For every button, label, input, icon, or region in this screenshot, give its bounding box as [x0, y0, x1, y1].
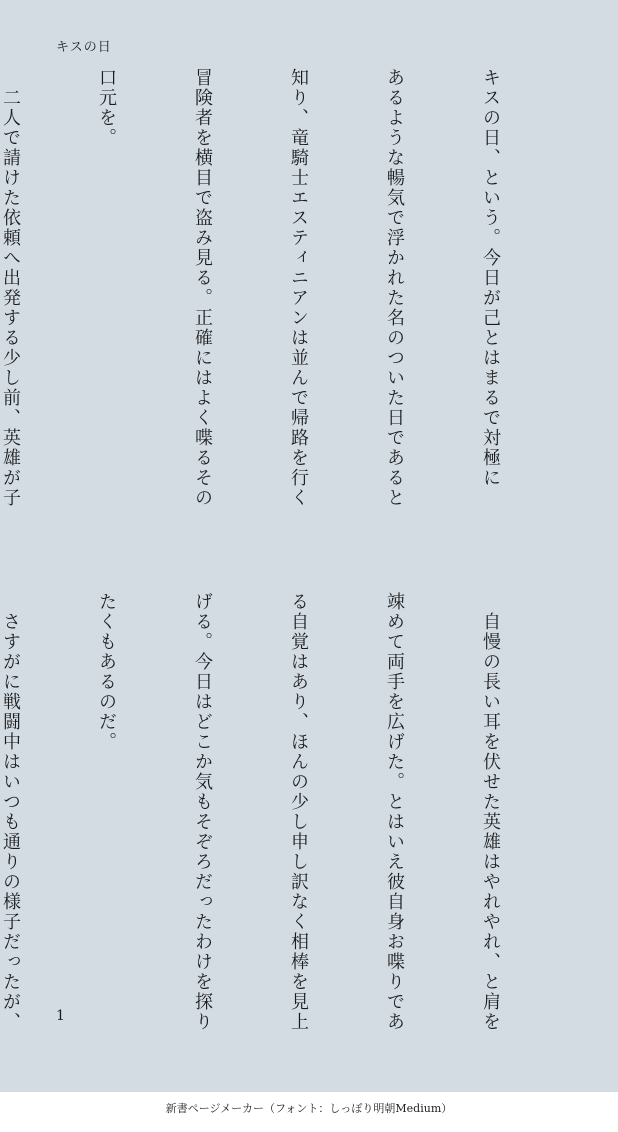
text-line: あるような暢気で浮かれた名のついた日であると	[384, 68, 405, 508]
text-line: 竦めて両手を広げた。とはいえ彼自身お喋りであ	[384, 592, 405, 1032]
text-line: さすがに戦闘中はいつも通りの様子だったが、	[0, 592, 21, 1032]
page-number: 1	[56, 1008, 65, 1024]
page-header-title: キスの日	[56, 40, 112, 55]
text-block-top	[0, 68, 570, 508]
text-line: キスの日、という。今日が己とはまるで対極に	[480, 68, 501, 488]
text-line: る自覚はあり、ほんの少し申し訳なく相棒を見上	[288, 592, 309, 1032]
text-line: 二人で請けた依頼へ出発する少し前、英雄が子	[0, 68, 21, 508]
text-line: 知り、竜騎士エスティニアンは並んで帰路を行く	[288, 68, 309, 508]
text-line: 自慢の長い耳を伏せた英雄はやれやれ、と肩を	[480, 592, 501, 1032]
text-line: 口元を。	[96, 68, 117, 148]
text-block-bottom	[0, 592, 570, 1032]
text-line: 冒険者を横目で盗み見る。正確にはよく喋るその	[192, 68, 213, 508]
text-line: たくもあるのだ。	[96, 592, 117, 752]
text-line: げる。今日はどこか気もそぞろだったわけを探り	[192, 592, 213, 1032]
footer-credit: 新書ページメーカー（フォント：しっぽり明朝Medium）	[165, 1102, 453, 1115]
